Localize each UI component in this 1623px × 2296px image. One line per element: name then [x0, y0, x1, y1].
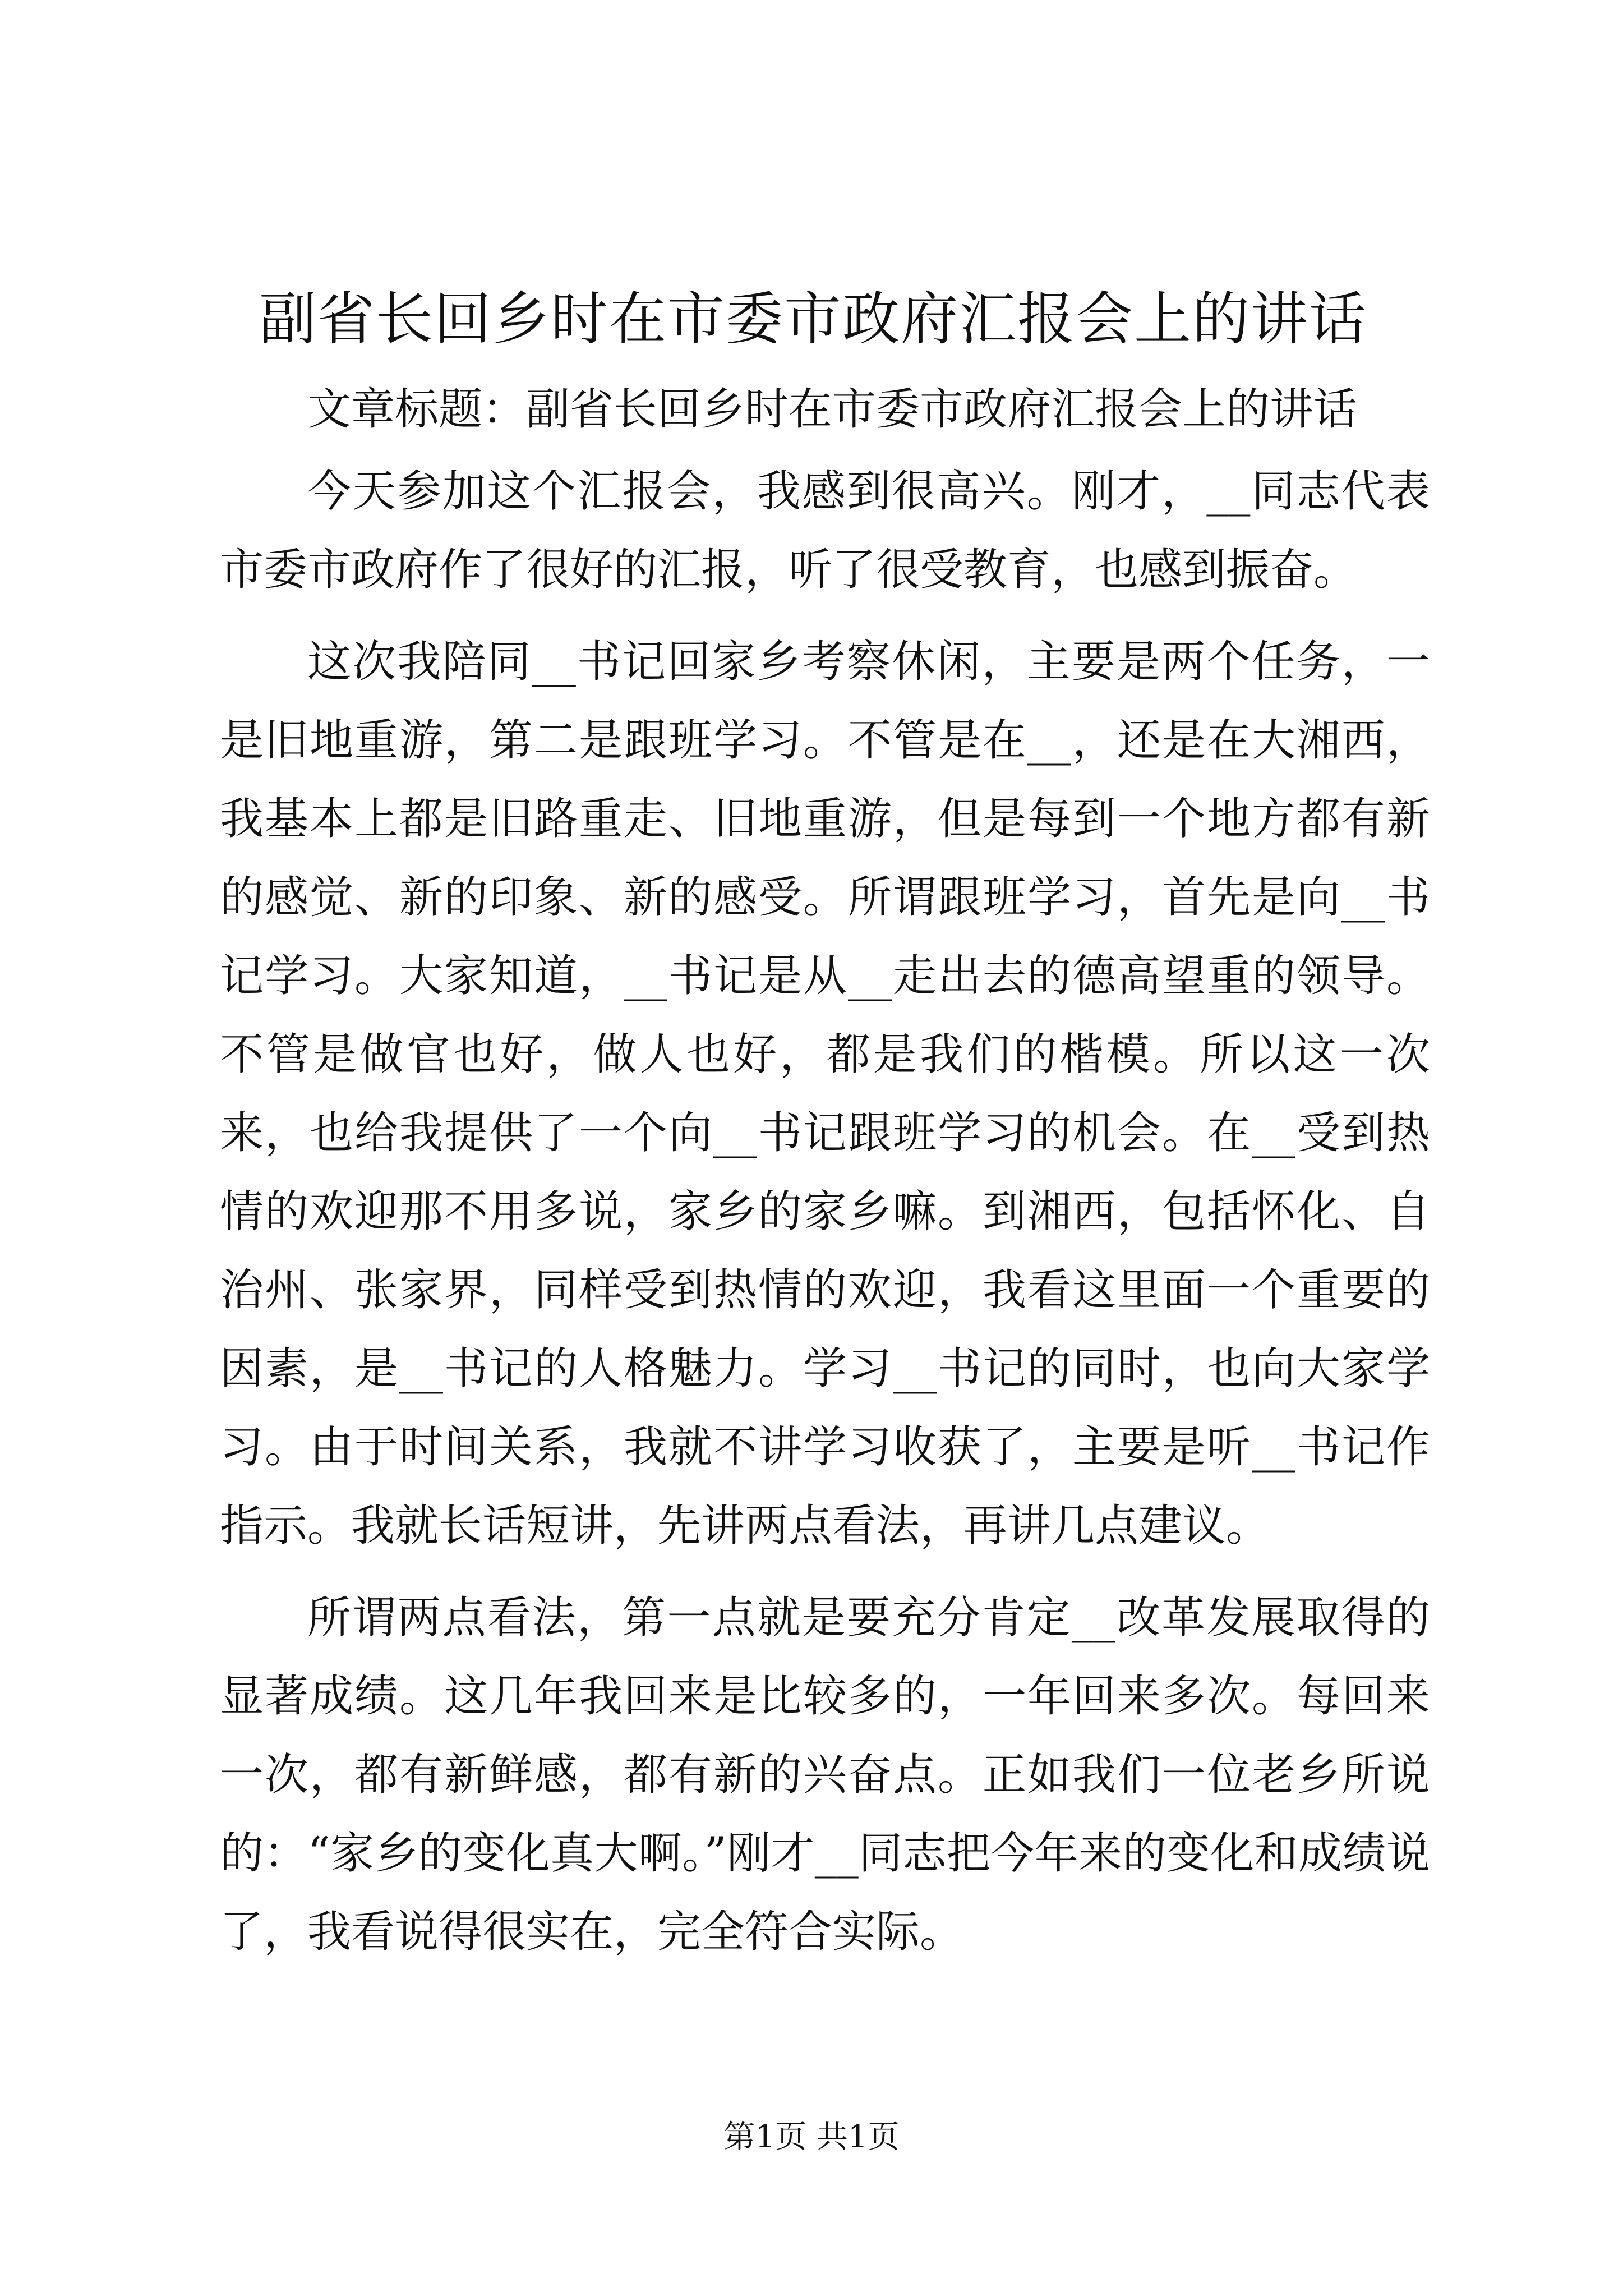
paragraph-opening: 今天参加这个汇报会，我感到很高兴。刚才，__同志代表市委市政府作了很好的汇报，听了很受教育，也感到振奋。: [220, 466, 1430, 595]
paragraph-two-views: 所谓两点看法，第一点就是要充分肯定__改革发展取得的显著成绩。这几年我回来是比较多的，一年回来多次。每回来一次，都有新鲜感，都有新的兴奋点。正如我们一位老乡所说的：“家乡的变化真大啊。”刚才__同志把今年来的变化和成绩说了，我看说得很实在，完全符合实际。: [220, 1593, 1430, 1957]
page-number-label: 第1页 共1页: [723, 2119, 900, 2155]
paragraph-visit-purpose: 这次我陪同__书记回家乡考察休闲，主要是两个任务，一是旧地重游，第二是跟班学习。不管是在__，还是在大湘西，我基本上都是旧路重走、旧地重游，但是每到一个地方都有新的感觉、新的印象、新的感受。所谓跟班学习，首先是向__书记学习。大家知道，__书记是从__走出去的德高望重的领导。不管是做官也好，做人也好，都是我们的楷模。所以这一次来，也给我提供了一个向__书记跟班学习的机会。在__受到热情的欢迎那不用多说，家乡的家乡嘛。到湘西，包括怀化、自治州、张家界，同样受到热情的欢迎，我看这里面一个重要的因素，是__书记的人格魅力。学习__书记的同时，也向大家学习。由于时间关系，我就不讲学习收获了，主要是听__书记作指示。我就长话短讲，先讲两点看法，再讲几点建议。: [220, 637, 1430, 1551]
document-body: [220, 370, 1430, 1971]
page-number-footer: [0, 2115, 1623, 2160]
article-title-line: 文章标题：副省长回乡时在市委市政府汇报会上的讲话: [307, 384, 1358, 435]
document-title: 副省长回乡时在市委市政府汇报会上的讲话: [259, 286, 1367, 353]
